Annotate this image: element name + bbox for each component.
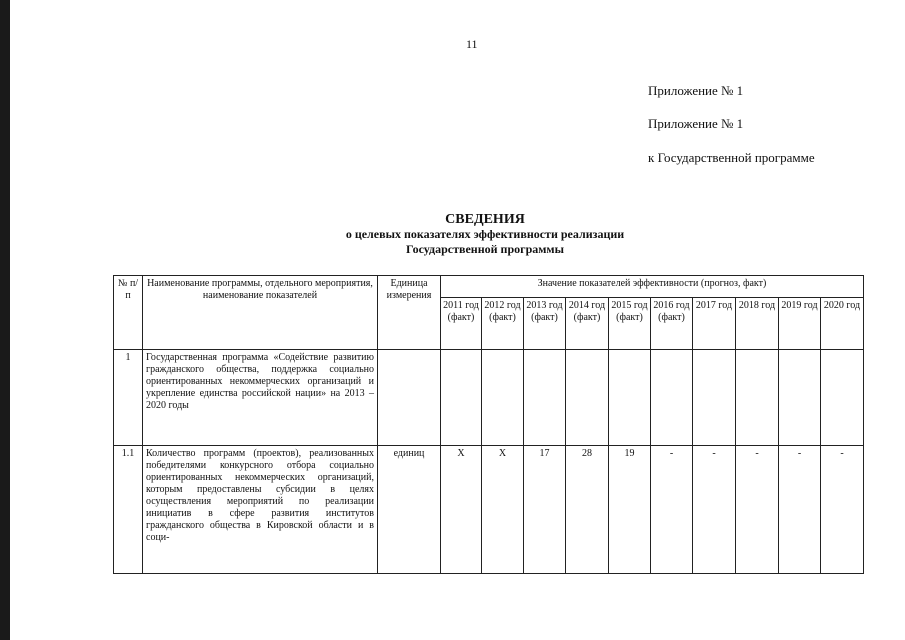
value-cell: - <box>779 446 821 574</box>
value-cell: - <box>736 446 779 574</box>
header-year: 2012 год (факт) <box>482 298 524 350</box>
value-cell <box>609 350 651 446</box>
header-unit: Единица измерения <box>378 276 441 350</box>
value-cell <box>693 350 736 446</box>
table-row <box>114 350 864 446</box>
value-cell: 17 <box>524 446 566 574</box>
value-cell <box>441 350 482 446</box>
annex-program-reference: к Государственной программе <box>648 150 815 165</box>
header-year: 2020 год <box>821 298 864 350</box>
value-cell <box>651 350 693 446</box>
row-unit <box>378 350 441 446</box>
document-title <box>300 212 670 257</box>
row-name: Государственная программа «Содействие развитию гражданского общества, поддержка социально ориентированных некоммерческих организаций и укрепление единства российской нации» на 2013 – 2020 годы <box>143 350 378 446</box>
row-number: 1 <box>114 350 143 446</box>
annex-label-repeat: Приложение № 1 <box>648 116 744 131</box>
header-year: 2011 год (факт) <box>441 298 482 350</box>
value-cell <box>736 350 779 446</box>
header-year: 2014 год (факт) <box>566 298 609 350</box>
row-name: Количество программ (проектов), реализованных победителями конкурсного отбора социально ориентированных некоммерческих организаций, которым предоставлены субсидии в целях осуществления мероприятий по реализации инициатив в сфере развития институтов гражданского общества в Кировской области и в соци- <box>143 446 378 574</box>
row-number: 1.1 <box>114 446 143 574</box>
value-cell <box>566 350 609 446</box>
value-cell: - <box>693 446 736 574</box>
page-number: 11 <box>466 37 478 51</box>
value-cell: - <box>821 446 864 574</box>
value-cell <box>524 350 566 446</box>
header-name: Наименование программы, отдельного мероприятия, наименование показателей <box>143 276 378 350</box>
header-year: 2017 год <box>693 298 736 350</box>
value-cell: - <box>651 446 693 574</box>
header-year: 2018 год <box>736 298 779 350</box>
header-year: 2016 год (факт) <box>651 298 693 350</box>
value-cell <box>821 350 864 446</box>
value-cell: Х <box>482 446 524 574</box>
header-year: 2019 год <box>779 298 821 350</box>
header-year: 2013 год (факт) <box>524 298 566 350</box>
annex-label: Приложение № 1 <box>648 83 744 98</box>
header-year: 2015 год (факт) <box>609 298 651 350</box>
value-cell <box>779 350 821 446</box>
header-values: Значение показателей эффективности (прогноз, факт) <box>441 276 864 298</box>
header-number: № п/п <box>114 276 143 350</box>
scan-edge-shadow <box>0 0 10 640</box>
value-cell: Х <box>441 446 482 574</box>
title-line-2: о целевых показателях эффективности реализации <box>345 227 625 241</box>
title-line-3: Государственной программы <box>406 242 564 256</box>
table-row <box>114 446 864 574</box>
value-cell: 19 <box>609 446 651 574</box>
row-unit: единиц <box>378 446 441 574</box>
value-cell <box>482 350 524 446</box>
indicators-table <box>113 275 864 574</box>
title-main: СВЕДЕНИЯ <box>445 212 525 227</box>
value-cell: 28 <box>566 446 609 574</box>
